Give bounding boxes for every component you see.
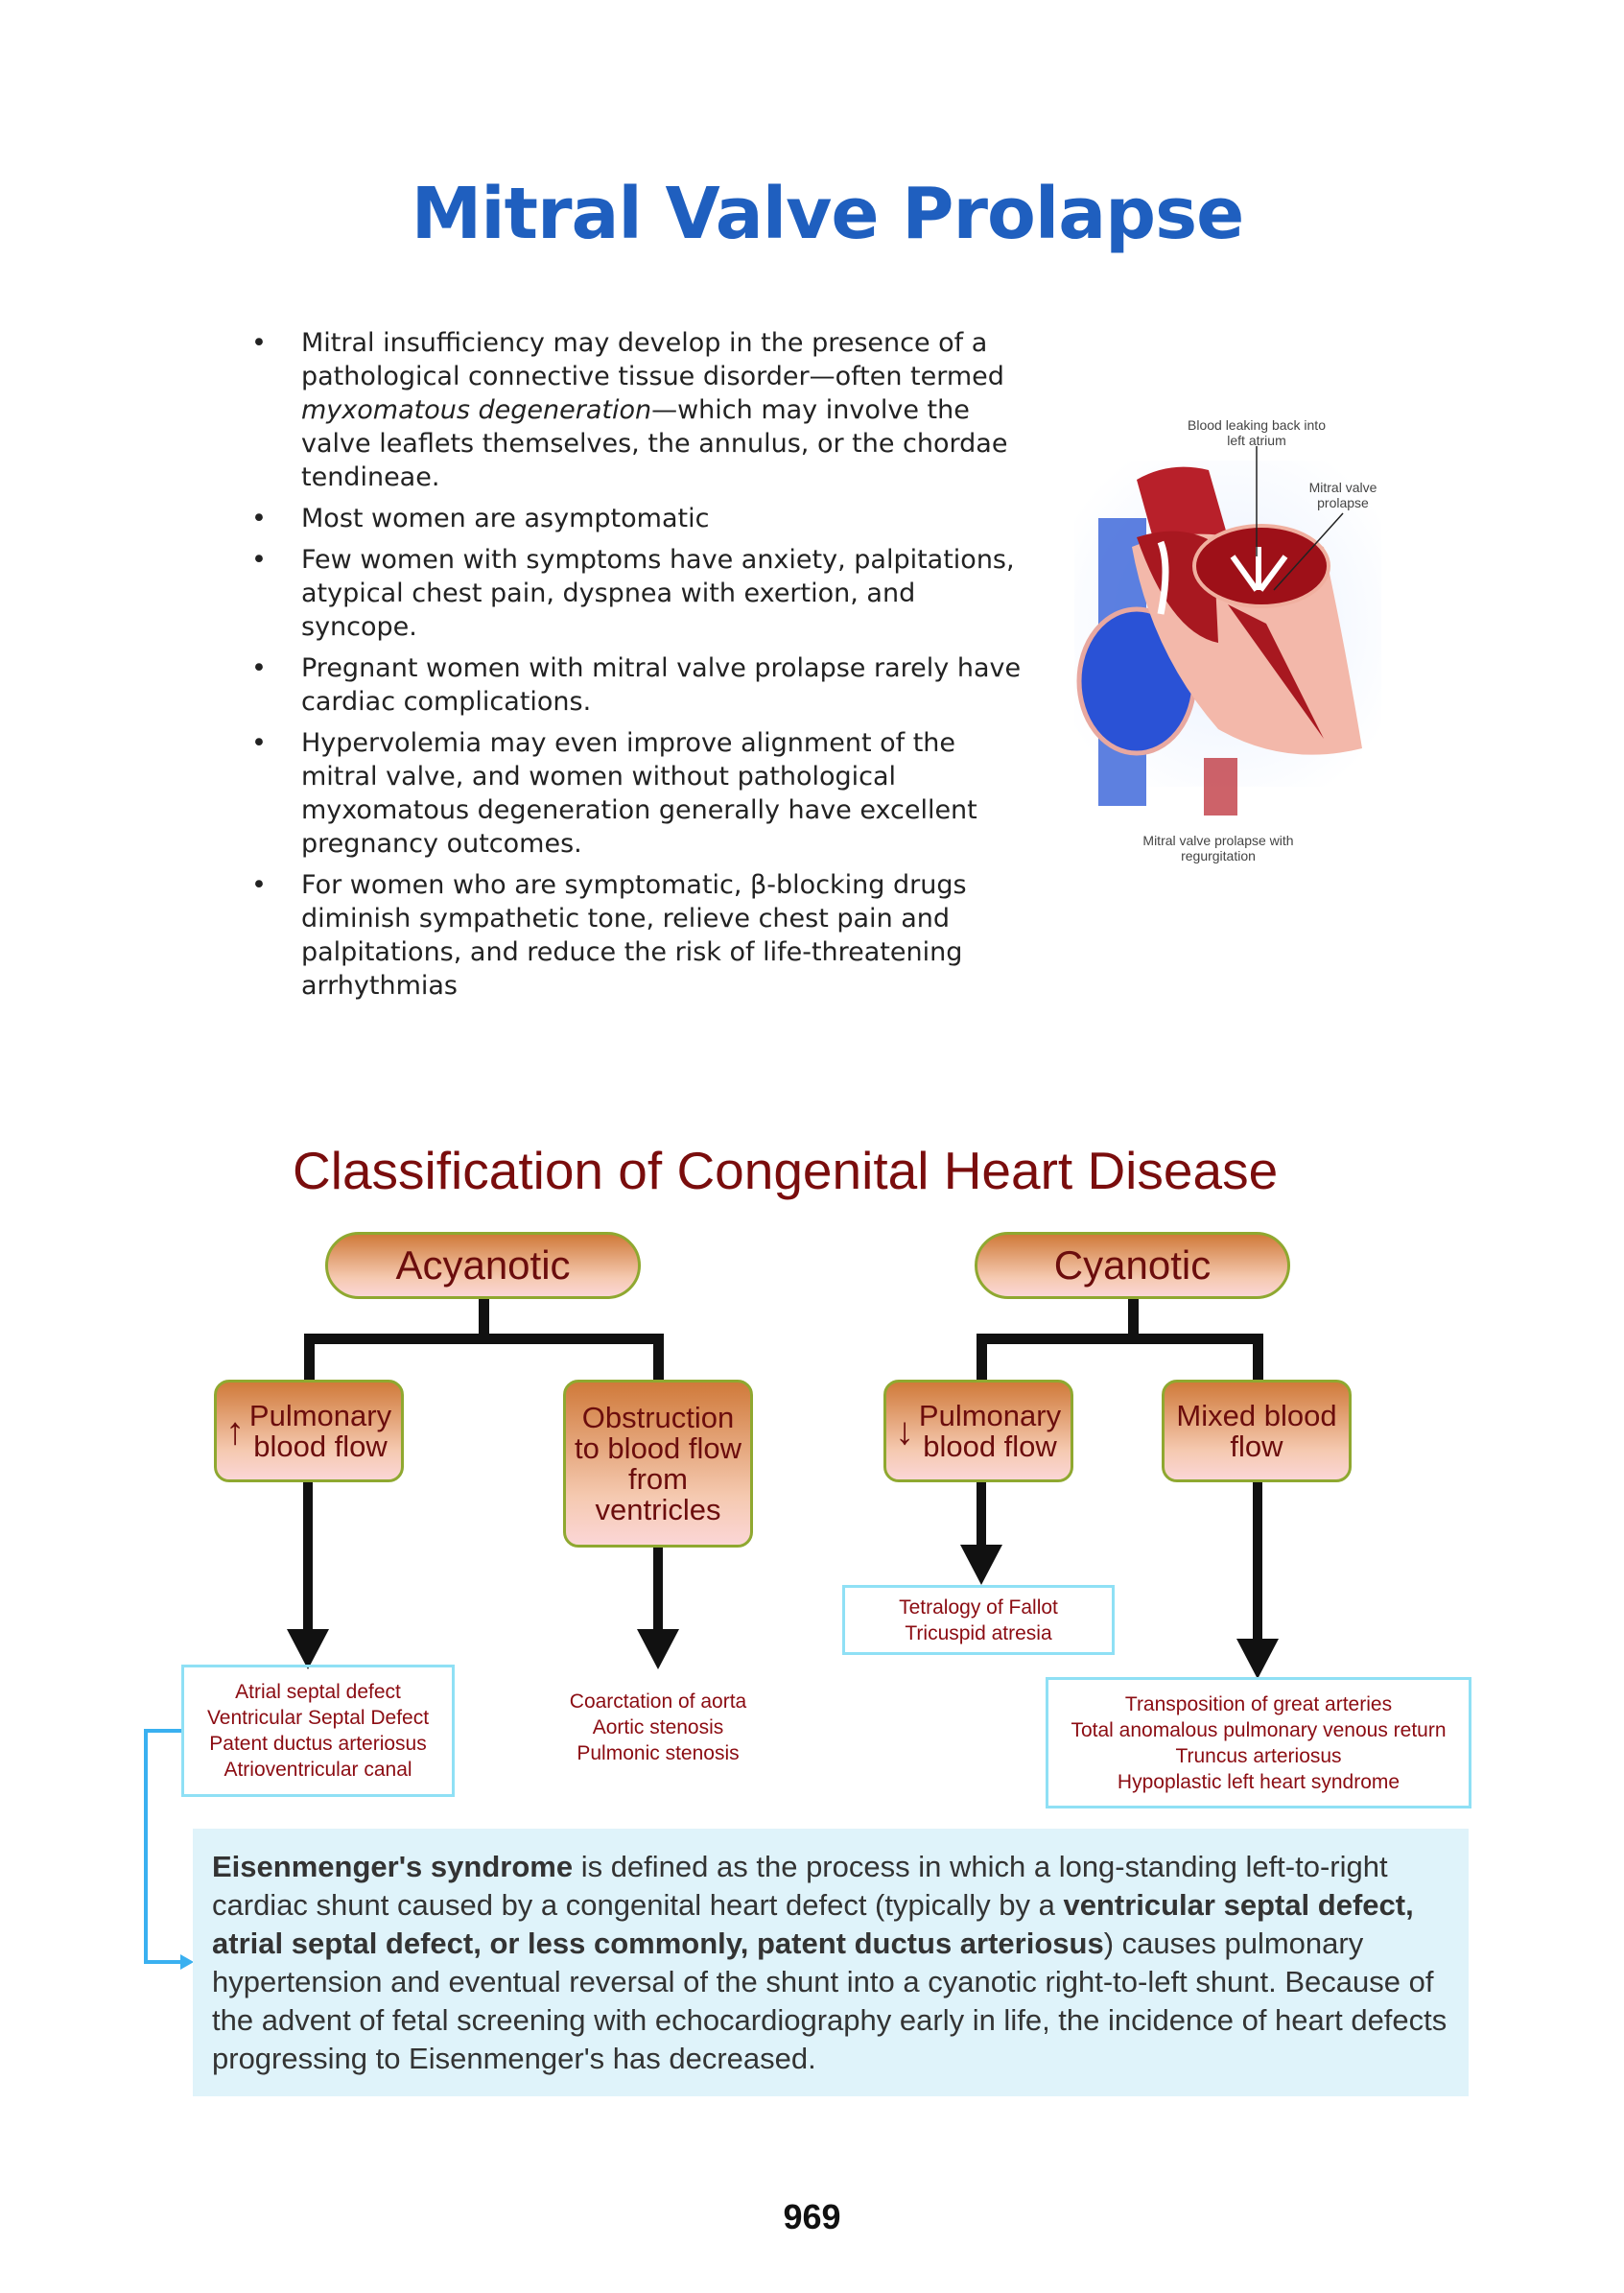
- box-label: Pulmonary blood flow: [248, 1398, 392, 1463]
- note-bold-text: ventricular septal defect, atrial septal defect, or less commonly, patent ductus arteriosus: [212, 1888, 1414, 1960]
- bullet-item: [251, 502, 1038, 535]
- bullet-item: [251, 326, 1038, 494]
- section-title: Classification of Congenital Heart Disease: [293, 1141, 1279, 1200]
- list-item: Truncus arteriosus: [1175, 1744, 1342, 1767]
- connector: [304, 1334, 664, 1344]
- mixed-flow-box: Mixed blood flow: [1162, 1380, 1352, 1482]
- increased-flow-list: [181, 1665, 455, 1797]
- list-item: Tetralogy of Fallot: [899, 1596, 1058, 1619]
- bullet-text: Most women are asymptomatic: [301, 504, 710, 533]
- list-item: Tricuspid atresia: [905, 1621, 1052, 1644]
- obstruction-box: Obstruction to blood flow from ventricles: [563, 1380, 753, 1548]
- bullet-item: [251, 543, 1038, 644]
- bullet-text: Pregnant women with mitral valve prolapse rarely have cardiac complications.: [301, 653, 1022, 717]
- bullet-marker: •: [251, 328, 267, 358]
- bullet-marker: •: [251, 728, 267, 758]
- heart-diagram-icon: [1046, 403, 1429, 883]
- bullet-marker: •: [251, 870, 267, 900]
- bullet-marker: •: [251, 545, 267, 575]
- list-item: Ventricular Septal Defect: [206, 1707, 430, 1729]
- list-item: Pulmonic stenosis: [577, 1741, 740, 1764]
- list-item: Aortic stenosis: [592, 1715, 724, 1738]
- arrow-up-icon: ↑: [225, 1409, 245, 1453]
- increased-pulmonary-flow-box: [214, 1380, 404, 1482]
- eisenmenger-note: [193, 1829, 1469, 2096]
- connector: [1253, 1334, 1263, 1382]
- bullet-text: For women who are symptomatic, β-blocking drugs diminish sympathetic tone, relieve chest pain and palpitations, and reduce the risk of life-threatening arrhythmias: [301, 870, 967, 1001]
- heart-illustration: [1046, 403, 1429, 883]
- term: Eisenmenger's syndrome: [212, 1850, 574, 1883]
- label-blood-leaking: Blood leaking back into left atrium: [1188, 417, 1326, 448]
- obstruction-list: [537, 1684, 779, 1770]
- cyanotic-box: Cyanotic: [975, 1232, 1290, 1299]
- mixed-flow-list: [1046, 1677, 1471, 1808]
- bullet-text: Hypervolemia may even improve alignment of the mitral valve, and women without pathological myxomatous degeneration generally have excellent pregnancy outcomes.: [301, 728, 977, 859]
- bullet-list: [251, 326, 1038, 1010]
- box-label: Pulmonary blood flow: [918, 1398, 1062, 1463]
- bullet-emphasis: myxomatous degeneration: [301, 395, 652, 425]
- note-text: ) causes pulmonary hypertension and eventual reversal of the shunt into a cyanotic right-to-left shunt. Because of the advent of fetal screening with echocardiography early in life, the incidence of heart defects progressing to Eisenmenger's has decreased.: [212, 1927, 1447, 2075]
- list-item: Transposition of great arteries: [1124, 1692, 1393, 1715]
- connector: [653, 1334, 664, 1382]
- list-item: Atrioventricular canal: [224, 1759, 412, 1781]
- bullet-item: [251, 651, 1038, 719]
- note-text: is defined as the process in which a long-standing left-to-right cardiac shunt caused by a congenital heart defect (typically by a: [212, 1850, 1388, 1922]
- page-number: 969: [783, 2197, 841, 2236]
- bullet-marker: •: [251, 653, 267, 683]
- bullet-text: —which may involve the valve leaflets themselves, the annulus, or the chordae tendineae.: [301, 395, 1008, 492]
- page-title: Mitral Valve Prolapse: [411, 173, 1244, 255]
- connector-line: [146, 1731, 182, 1962]
- bullet-text: Few women with symptoms have anxiety, palpitations, atypical chest pain, dyspnea with exertion, and syncope.: [301, 545, 1015, 642]
- list-item: Atrial septal defect: [235, 1681, 401, 1703]
- acyanotic-box: Acyanotic: [325, 1232, 641, 1299]
- connector: [304, 1334, 315, 1382]
- arrow-right-icon: [180, 1954, 194, 1970]
- bullet-item: [251, 868, 1038, 1003]
- figure-caption: Mitral valve prolapse with regurgitation: [1142, 833, 1294, 863]
- bullet-text: Mitral insufficiency may develop in the presence of a pathological connective tissue disorder—often termed: [301, 328, 1004, 391]
- list-item: Coarctation of aorta: [569, 1690, 747, 1713]
- connector: [977, 1334, 987, 1382]
- list-item: Hypoplastic left heart syndrome: [1117, 1770, 1400, 1793]
- bullet-marker: •: [251, 504, 267, 533]
- connector: [977, 1334, 1263, 1344]
- list-item: Total anomalous pulmonary venous return: [1071, 1718, 1447, 1741]
- list-item: Patent ductus arteriosus: [209, 1733, 427, 1755]
- bullet-item: [251, 726, 1038, 861]
- label-mitral-prolapse: Mitral valve prolapse: [1308, 480, 1377, 510]
- decreased-pulmonary-flow-box: [883, 1380, 1073, 1482]
- decreased-flow-list: [842, 1585, 1115, 1655]
- arrow-down-icon: ↓: [895, 1409, 914, 1453]
